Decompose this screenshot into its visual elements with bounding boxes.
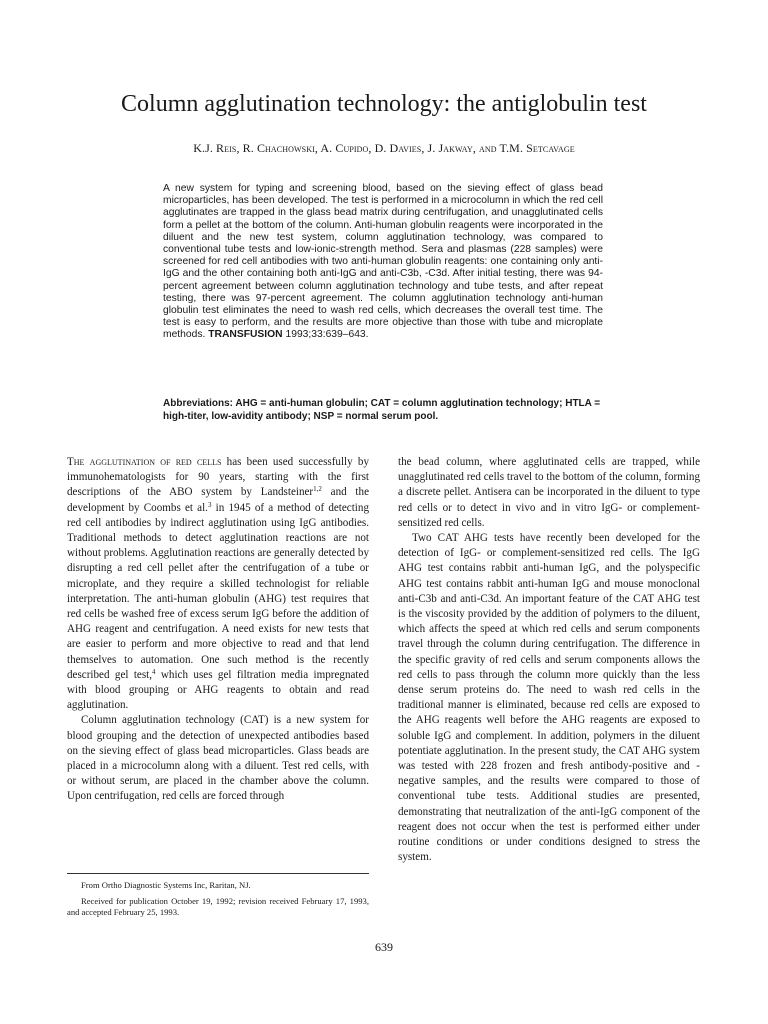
lead-in-caps: The agglutination of red cells: [67, 456, 222, 468]
abstract: [163, 183, 603, 342]
page-number: 639: [375, 940, 393, 954]
body-paragraph: Column agglutination technology (CAT) is a new system for blood grouping and the detection of unexpected antibodies based on the sieving effect of glass bead microparticles. Glass beads are placed in a microcolumn along with a diluent. Test red cells, with or without serum, are placed in the chamber above the column. Upon centrifugation, red cells are forced through: [67, 714, 369, 803]
footnote-divider: [67, 873, 369, 874]
footnote-received: Received for publication October 19, 1992; revision received February 17, 1993, and accepted February 25, 1993.: [67, 895, 369, 917]
body-paragraph: The agglutination of red cells has been used successfully by immunohematologists for 90 years, starting with the first descriptions of the ABO system by Landsteiner$^{1,2}$ and the development by Coombs et al.$^3$ in 1945 of a method of detecting red cell antibodies by indirect agglutination using IgG antibodies. Traditional methods to detect agglutination reactions are not without problems. Agglutination reactions are generally detected by disrupting a red cell pellet after the centrifugation of a tube or microplate, and they require a skilled technologist for reliable interpretation. The anti-human globulin (AHG) test requires that red cells be washed free of excess serum IgG before the addition of AHG reagent and centrifugation. A need exists for new tests that are easier to perform and more objective to read and that lend themselves to automation. One such method is the recently described gel test,$^4$ which uses gel filtration media impregnated with blood grouping or AHG reagents to obtain and read agglutination.: [67, 456, 369, 712]
body-paragraph: the bead column, where agglutinated cells are trapped, while unagglutinated red cells travel to the bottom of the column, forming a discrete pellet. Antisera can be incorporated in the diluent to type red cells or to detect in vivo and in vitro IgG- or complement-sensitized red cells.: [398, 456, 700, 529]
body-paragraph: Two CAT AHG tests have recently been developed for the detection of IgG- or complement-sensitized red cells. The IgG AHG test contains rabbit anti-human IgG, and the polyspecific AHG test contains rabbit anti-human IgG and mouse monoclonal anti-C3b and anti-C3d. An important feature of the CAT AHG test is the viscosity provided by the addition of polymers to the diluent, which affects the speed at which red cells and serum components travel through the column during centrifugation. The difference in the specific gravity of red cells and serum components allows the red cells to pass through the column more quickly than the less dense serum proteins do. The need to wash red cells in the traditional manner is eliminated, because red cells are exposed to the AHG reagents well before the AHG reagents are exposed to soluble IgG and complement. In addition, polymers in the diluent potentiate agglutination. In the present study, the CAT AHG system was tested with 228 frozen and fresh antibody-positive and -negative samples, and the results were compared to those of conventional tube tests. Additional studies are presented, demonstrating that neutralization of the anti-IgG component of the reagent does not occur when the test is performed either under routine conditions or under conditions designed to stress the system.: [398, 532, 700, 864]
abbreviations: Abbreviations: AHG = anti-human globulin; CAT = column agglutination technology; HTLA = high-titer, low-avidity antibody; NSP = normal serum pool.: [163, 398, 601, 422]
citation-ref: 3: [207, 500, 212, 509]
author-list: K.J. Reis, R. Chachowski, A. Cupido, D. Davies, J. Jakway, and T.M. Setcavage: [193, 141, 575, 155]
footnotes: [67, 880, 369, 919]
journal-name: TRANSFUSION: [208, 329, 283, 341]
footnote-affiliation: From Ortho Diagnostic Systems Inc, Raritan, NJ.: [81, 880, 251, 890]
abstract-text: A new system for typing and screening blood, based on the sieving effect of glass bead microparticles, has been developed. The test is performed in a microcolumn in which the red cell agglutinates are trapped in the glass bead matrix during centrifugation, and unagglutinated cells form a pellet at the bottom of the column. Anti-human globulin reagents were incorporated in the diluent and the new test system, column agglutination technology, was compared to conventional tube tests and low-ionic-strength method. Sera and plasmas (228 samples) were screened for red cell antibodies with two anti-human globulin reagents: one containing only anti-IgG and the other containing both anti-IgG and anti-C3b, -C3d. After initial testing, there was 94-percent agreement between column agglutination technology and tube tests, and after repeat testing, there was 97-percent agreement. The column agglutination technology anti-human globulin test eliminates the need to wash red cells, which decreases the overall test time. The test is easy to perform, and the results are more objective than those with tube and microplate methods.: [163, 183, 603, 341]
journal-citation: 1993;33:639–643.: [285, 329, 369, 341]
citation-ref: 1,2: [313, 485, 322, 494]
body-column-right: [398, 455, 700, 865]
body-column-left: [67, 455, 369, 805]
citation-ref: 4: [152, 667, 156, 676]
article-title: Column agglutination technology: the antiglobulin test: [121, 91, 647, 117]
